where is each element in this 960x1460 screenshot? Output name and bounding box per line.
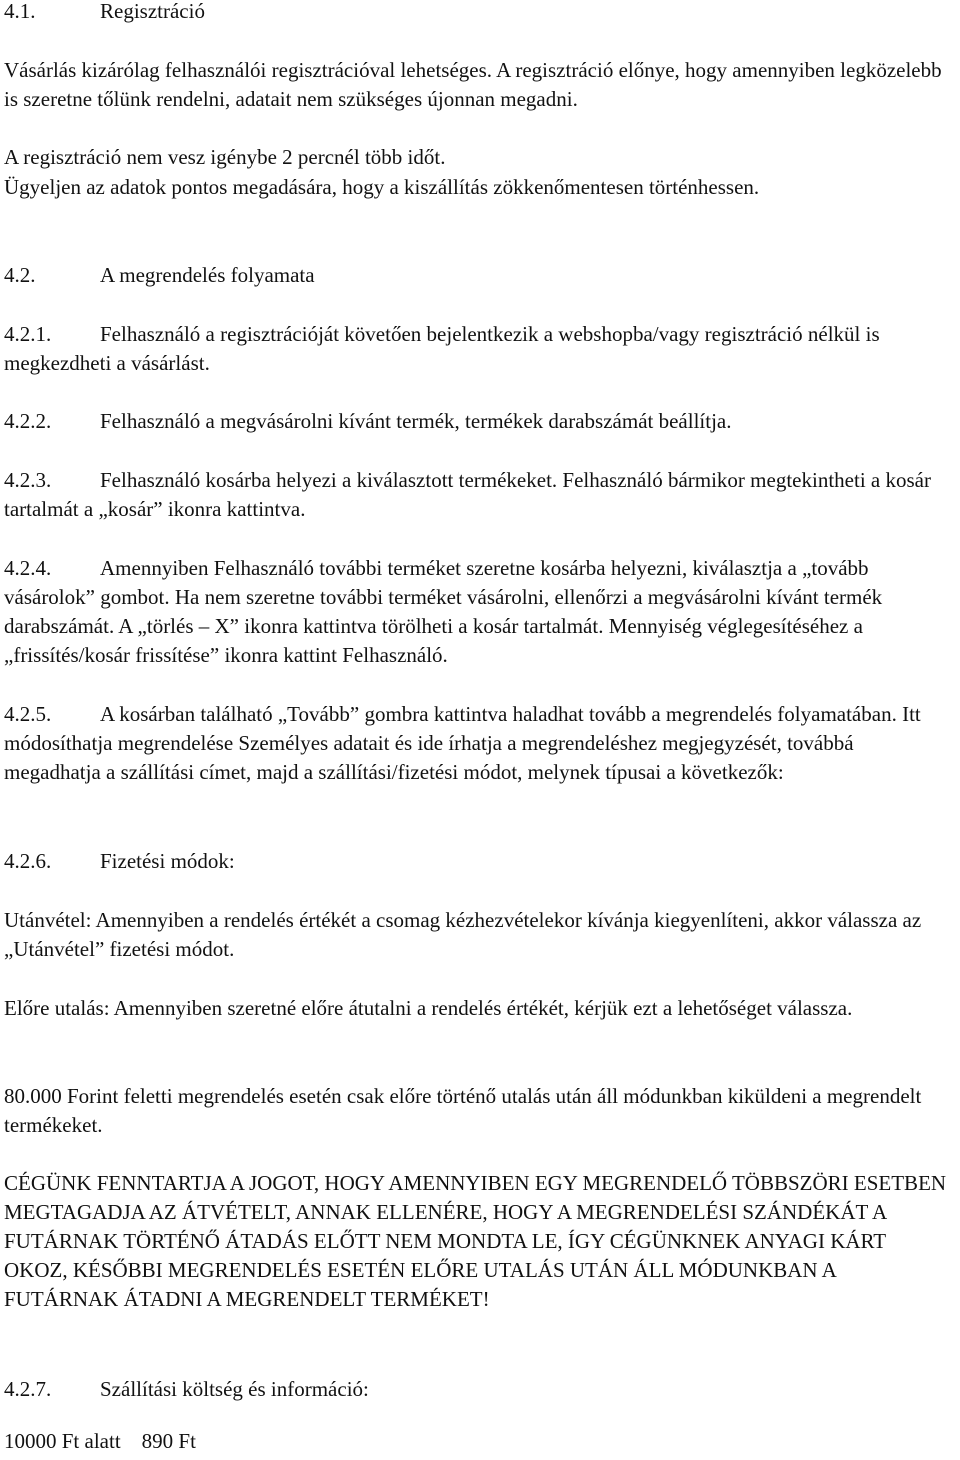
item-text: Fizetési módok: [100,849,235,873]
item-number: 4.2.6. [4,849,52,873]
list-item-4-2-1 [4,320,954,378]
section-heading-4-2 [4,261,954,290]
shipping-cost-row [4,1427,954,1456]
item-text: Amennyiben Felhasználó további terméket szeretne kosárba helyezni, kiválasztja a „tovább vásárolok” gombot. Ha nem szeretne további terméket vásárolni, ellenőrzi a megvásárolni kívánt termék darabszámát. A „törlés – X” ikonra kattintva törölheti a kosár tartalmát. Mennyiség véglegesítéséhez a „frissítés/kosár frissítése” ikonra kattint Felhasználó. [4,556,883,667]
item-text: Szállítási költség és információ: [100,1377,369,1401]
paragraph-prepayment: Előre utalás: Amennyiben szeretné előre átutalni a rendelés értékét, kérjük ezt a lehetőséget válassza. [4,996,853,1020]
section-heading-4-1 [4,0,954,26]
list-item-4-2-4 [4,554,954,670]
list-item-4-2-7 [4,1375,954,1404]
paragraph-registration-intro: Vásárlás kizárólag felhasználói regisztrációval lehetséges. A regisztráció előnye, hogy amennyiben legközelebb is szeretne tőlünk rendelni, adatait nem szükséges újonnan megadni. [4,58,942,111]
list-item-4-2-2 [4,407,954,436]
section-title: A megrendelés folyamata [100,263,315,287]
item-number: 4.2.2. [4,409,52,433]
paragraph-registration-time: A regisztráció nem vesz igénybe 2 percnél több időt. [4,145,446,169]
item-text: Felhasználó a regisztrációját követően bejelentkezik a webshopba/vagy regisztráció nélkül is megkezdheti a vásárlást. [4,322,880,375]
item-number: 4.2.7. [4,1377,52,1401]
shipping-price: 890 Ft [141,1429,196,1453]
item-number: 4.2.5. [4,702,52,726]
paragraph-cash-on-delivery: Utánvétel: Amennyiben a rendelés értékét a csomag kézhezvételekor kívánja kiegyenlíteni, akkor válassza az „Utánvétel” fizetési módot. [4,908,922,961]
item-number: 4.2.3. [4,468,52,492]
item-text: A kosárban található „Tovább” gombra kattintva haladhat tovább a megrendelés folyamatában. Itt módosíthatja megrendelése Személyes adatait és ide írhatja a megrendeléshez megjegyzését, továbbá megadhatja a szállítási címet, majd a szállítási/fizetési módot, melynek típusai a következők: [4,702,921,784]
item-text: Felhasználó a megvásárolni kívánt termék, termékek darabszámát beállítja. [100,409,732,433]
paragraph-prepayment-limit: 80.000 Forint feletti megrendelés esetén csak előre történő utalás után áll módunkban kiküldeni a megrendelt termékeket. [4,1084,922,1137]
item-number: 4.2.1. [4,322,52,346]
shipping-threshold-label: 10000 Ft alatt [4,1429,121,1453]
section-number: 4.1. [4,0,36,23]
section-number: 4.2. [4,263,36,287]
item-text: Felhasználó kosárba helyezi a kiválasztott termékeket. Felhasználó bármikor megtekintheti a kosár tartalmát a „kosár” ikonra kattintva. [4,468,931,521]
list-item-4-2-3 [4,466,954,524]
section-title: Regisztráció [100,0,205,23]
list-item-4-2-6 [4,847,954,876]
item-number: 4.2.4. [4,556,52,580]
list-item-4-2-5 [4,700,954,787]
paragraph-warning-notice: CÉGÜNK FENNTARTJA A JOGOT, HOGY AMENNYIBEN EGY MEGRENDELŐ TÖBBSZÖRI ESETBEN MEGTAGADJA AZ ÁTVÉTELT, ANNAK ELLENÉRE, HOGY A MEGRENDELÉSI SZÁNDÉKÁT A FUTÁRNAK TÖRTÉNŐ ÁTADÁS ELŐTT NEM MONDTA LE, ÍGY CÉGÜNKNEK ANYAGI KÁRT OKOZ, KÉSŐBBI MEGRENDELÉS ESETÉN ELŐRE UTALÁS UTÁN ÁLL MÓDUNKBAN A FUTÁRNAK ÁTADNI A MEGRENDELT TERMÉKET! [4,1171,947,1311]
paragraph-registration-accuracy: Ügyeljen az adatok pontos megadására, hogy a kiszállítás zökkenőmentesen történhessen. [4,175,760,199]
